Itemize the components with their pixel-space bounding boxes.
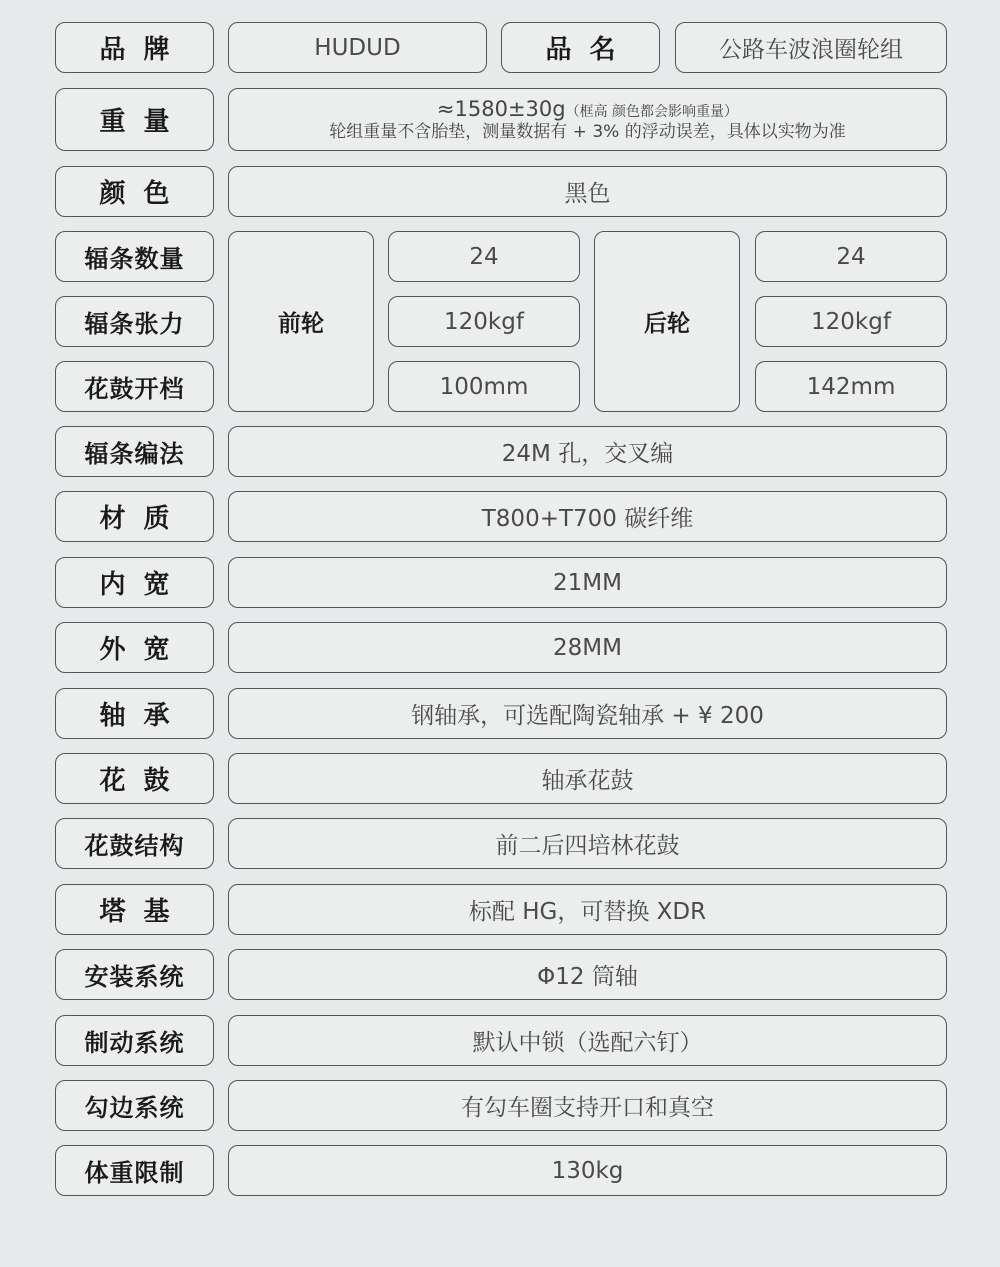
freehub-label: 塔基 <box>55 884 214 935</box>
weight-amount: ≈1580±30g <box>436 96 566 121</box>
hub-structure-label: 花鼓结构 <box>55 818 214 869</box>
weight-note: （框高 颜色都会影响重量） <box>565 103 739 120</box>
color-label: 颜色 <box>55 166 214 217</box>
front-spoke-count: 24 <box>388 231 580 282</box>
axle-system-label: 安装系统 <box>55 949 214 1000</box>
inner-width-value: 21MM <box>228 557 947 608</box>
hub-label: 花鼓 <box>55 753 214 804</box>
rear-hub-width: 142mm <box>755 361 947 412</box>
weight-line1 <box>437 96 738 122</box>
material-label: 材质 <box>55 491 214 542</box>
weight-line2: 轮组重量不含胎垫，测量数据有 + 3% 的浮动误差，具体以实物为准 <box>329 122 846 142</box>
rim-hook-system-value: 有勾车圈支持开口和真空 <box>228 1080 947 1131</box>
spoke-count-label: 辐条数量 <box>55 231 214 282</box>
hub-structure-value: 前二后四培林花鼓 <box>228 818 947 869</box>
front-spoke-tension: 120kgf <box>388 296 580 347</box>
rear-spoke-count: 24 <box>755 231 947 282</box>
bearing-value: 钢轴承，可选配陶瓷轴承 + ¥ 200 <box>228 688 947 739</box>
rear-wheel-label: 后轮 <box>594 231 740 412</box>
axle-system-value: Φ12 筒轴 <box>228 949 947 1000</box>
product-value: 公路车波浪圈轮组 <box>675 22 947 73</box>
weight-value <box>228 88 947 151</box>
brake-system-value: 默认中锁（选配六钉） <box>228 1015 947 1066</box>
color-value: 黑色 <box>228 166 947 217</box>
inner-width-label: 内宽 <box>55 557 214 608</box>
weight-label: 重量 <box>55 88 214 151</box>
front-hub-width: 100mm <box>388 361 580 412</box>
spoke-lacing-label: 辐条编法 <box>55 426 214 477</box>
brand-value: HUDUD <box>228 22 487 73</box>
hub-width-label: 花鼓开档 <box>55 361 214 412</box>
rear-spoke-tension: 120kgf <box>755 296 947 347</box>
weight-limit-label: 体重限制 <box>55 1145 214 1196</box>
brake-system-label: 制动系统 <box>55 1015 214 1066</box>
outer-width-label: 外宽 <box>55 622 214 673</box>
spoke-tension-label: 辐条张力 <box>55 296 214 347</box>
weight-limit-value: 130kg <box>228 1145 947 1196</box>
outer-width-value: 28MM <box>228 622 947 673</box>
front-wheel-label: 前轮 <box>228 231 374 412</box>
brand-label: 品牌 <box>55 22 214 73</box>
product-label: 品名 <box>501 22 660 73</box>
bearing-label: 轴承 <box>55 688 214 739</box>
freehub-value: 标配 HG，可替换 XDR <box>228 884 947 935</box>
spoke-lacing-value: 24M 孔，交叉编 <box>228 426 947 477</box>
rim-hook-system-label: 勾边系统 <box>55 1080 214 1131</box>
material-value: T800+T700 碳纤维 <box>228 491 947 542</box>
hub-value: 轴承花鼓 <box>228 753 947 804</box>
